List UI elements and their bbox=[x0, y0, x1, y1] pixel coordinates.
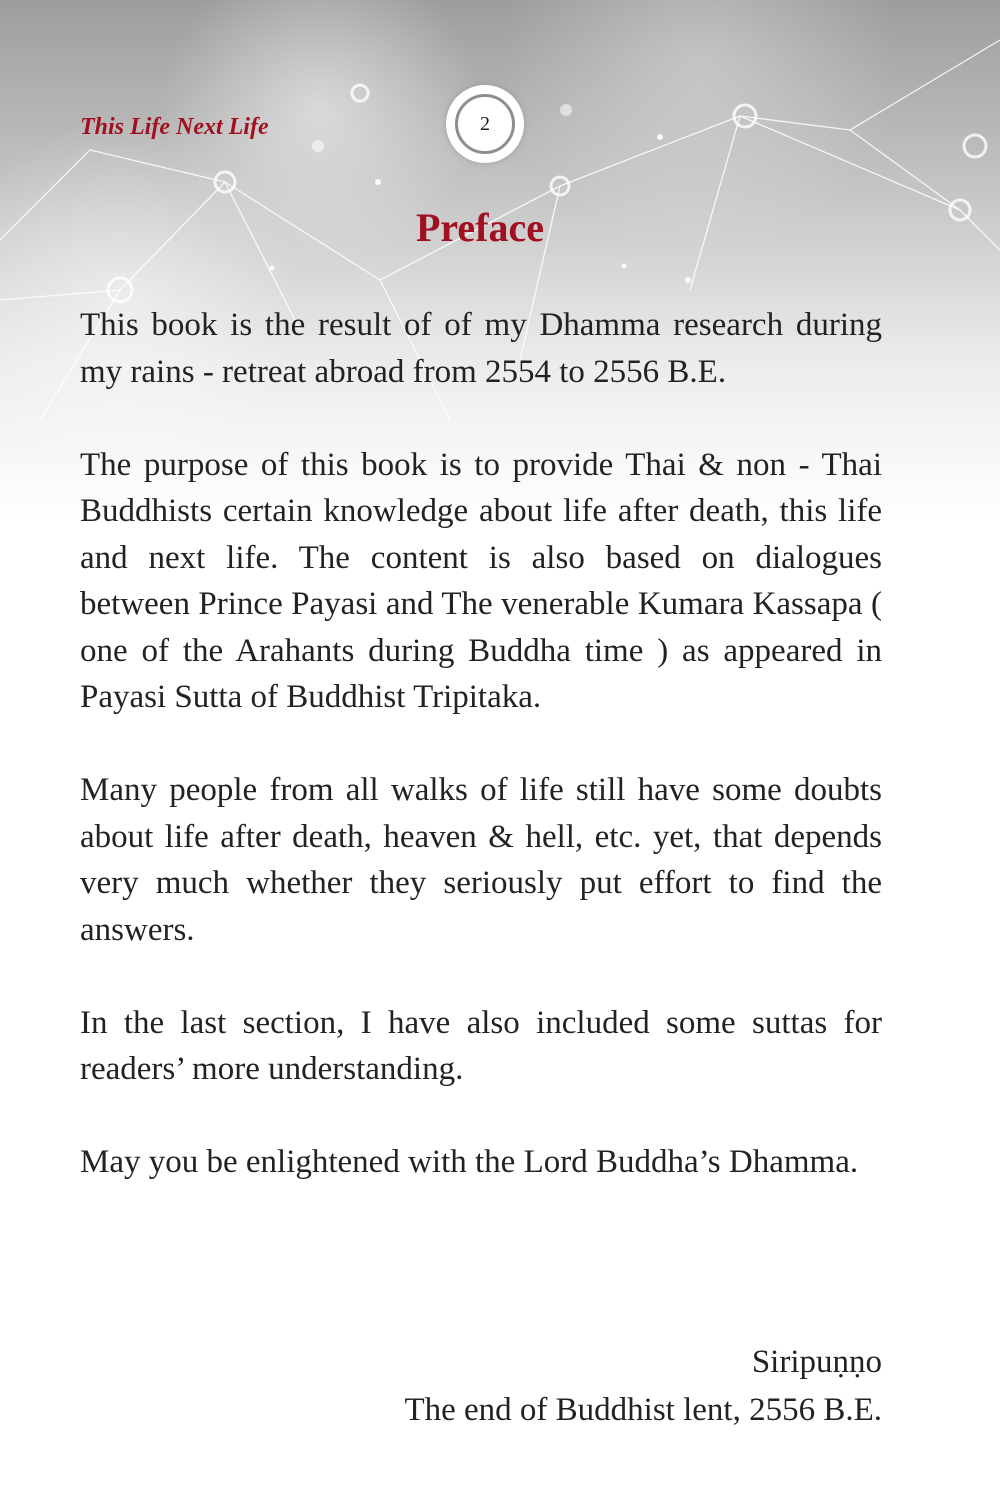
paragraph: In the last section, I have also included some suttas for readers’ more understanding. bbox=[80, 1004, 882, 1087]
page-number: 2 bbox=[455, 94, 515, 154]
signature-block bbox=[80, 1338, 882, 1434]
page-title: Preface bbox=[415, 205, 545, 250]
date-line: The end of Buddhist lent, 2556 B.E. bbox=[404, 1392, 882, 1428]
paragraph: Many people from all walks of life still have some doubts about life after death, heaven & hell, etc. yet, that depends very much whether they seriously put effort to find the answers. bbox=[80, 772, 882, 948]
paragraph: The purpose of this book is to provide Thai & non - Thai Buddhists certain knowledge about life after death, this life and next life. The content is also based on dialogues between Prince Payasi and The venerable Kumara Kassapa ( one of the Arahants during Buddha time ) as appeared in Payasi Sutta of Buddhist Tripitaka. bbox=[80, 446, 882, 715]
paragraph: May you be enlightened with the Lord Buddha’s Dhamma. bbox=[80, 1144, 859, 1180]
page-number-badge bbox=[446, 85, 524, 163]
preface-body bbox=[80, 302, 882, 1232]
running-title: This Life Next Life bbox=[80, 114, 269, 140]
author-name: Siripuṇṇo bbox=[751, 1344, 882, 1380]
paragraph: This book is the result of of my Dhamma research during my rains - retreat abroad from 2554 to 2556 B.E. bbox=[80, 307, 882, 390]
